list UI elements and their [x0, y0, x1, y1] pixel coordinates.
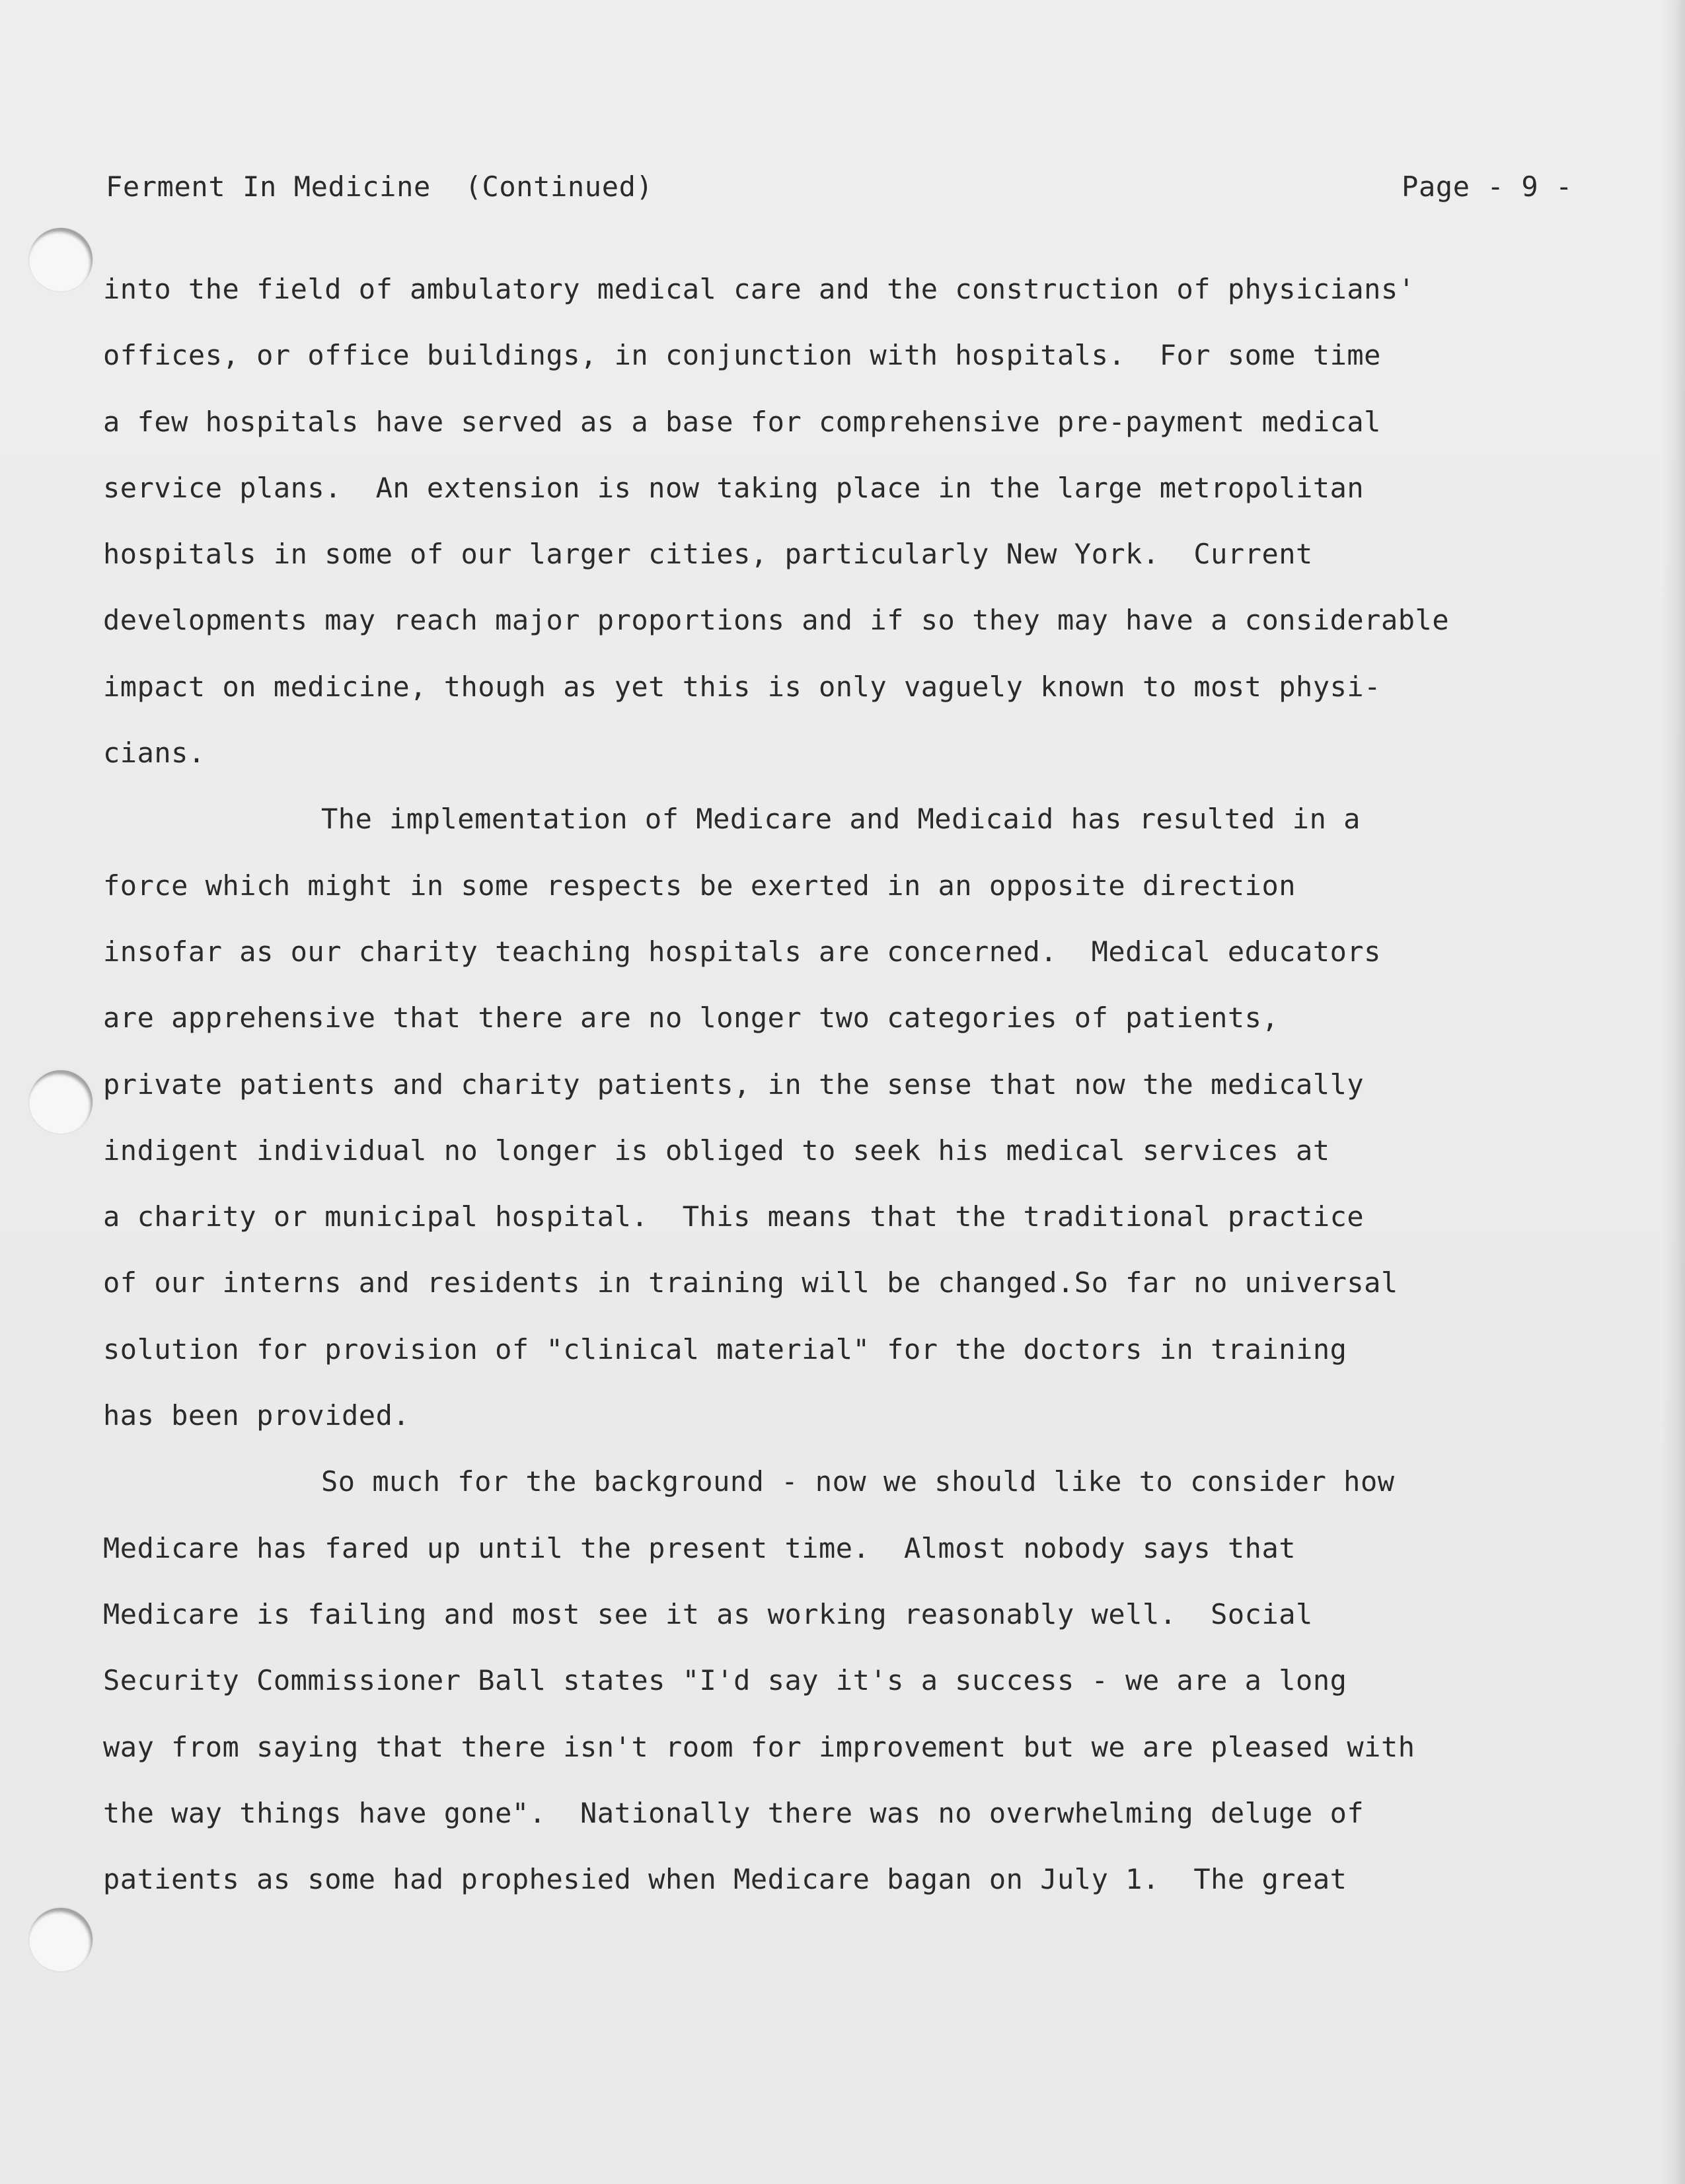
- text-line: Security Commissioner Ball states "I'd say it's a success - we are a long: [103, 1664, 1347, 1697]
- text-line: way from saying that there isn't room for improvement but we are pleased with: [103, 1730, 1415, 1763]
- paragraph-3: [103, 1465, 1676, 1928]
- document-body: [103, 272, 1676, 1928]
- text-line: offices, or office buildings, in conjunction with hospitals. For some time: [103, 339, 1381, 372]
- text-line: service plans. An extension is now taking place in the large metropolitan: [103, 471, 1365, 504]
- text-line: of our interns and residents in training will be changed.So far no universal: [103, 1266, 1398, 1299]
- text-line: has been provided.: [103, 1399, 410, 1432]
- punch-hole-top: [29, 228, 93, 291]
- text-line: So much for the background - now we should like to consider how: [321, 1465, 1395, 1498]
- punch-hole-bottom: [29, 1908, 93, 1971]
- text-line: The implementation of Medicare and Medicaid has resulted in a: [321, 803, 1361, 836]
- text-line: a few hospitals have served as a base for comprehensive pre-payment medical: [103, 405, 1381, 438]
- text-line: patients as some had prophesied when Medicare bagan on July 1. The great: [103, 1863, 1347, 1896]
- text-line: Medicare has fared up until the present time. Almost nobody says that: [103, 1531, 1296, 1564]
- text-line: impact on medicine, though as yet this is only vaguely known to most physi-: [103, 670, 1381, 703]
- text-line: hospitals in some of our larger cities, particularly New York. Current: [103, 538, 1313, 571]
- page-number: Page - 9 -: [1402, 170, 1573, 203]
- paragraph-2: [103, 802, 1676, 1465]
- text-line: solution for provision of "clinical material" for the doctors in training: [103, 1332, 1347, 1365]
- text-line: force which might in some respects be exerted in an opposite direction: [103, 869, 1296, 902]
- text-line: cians.: [103, 737, 206, 770]
- text-line: private patients and charity patients, in the sense that now the medically: [103, 1068, 1365, 1101]
- text-line: are apprehensive that there are no longer two categories of patients,: [103, 1001, 1279, 1035]
- text-line: developments may reach major proportions and if so they may have a considerable: [103, 604, 1450, 637]
- text-line: Medicare is failing and most see it as working reasonably well. Social: [103, 1597, 1313, 1630]
- punch-hole-middle: [29, 1070, 93, 1134]
- text-line: the way things have gone". Nationally there was no overwhelming deluge of: [103, 1796, 1365, 1829]
- text-line: into the field of ambulatory medical care and the construction of physicians': [103, 273, 1415, 305]
- paragraph-1: [103, 272, 1676, 802]
- document-title: Ferment In Medicine (Continued): [106, 170, 654, 203]
- text-line: insofar as our charity teaching hospitals are concerned. Medical educators: [103, 935, 1381, 968]
- page-header: [106, 170, 1573, 210]
- text-line: a charity or municipal hospital. This means that the traditional practice: [103, 1200, 1365, 1233]
- text-line: indigent individual no longer is obliged to seek his medical services at: [103, 1134, 1330, 1167]
